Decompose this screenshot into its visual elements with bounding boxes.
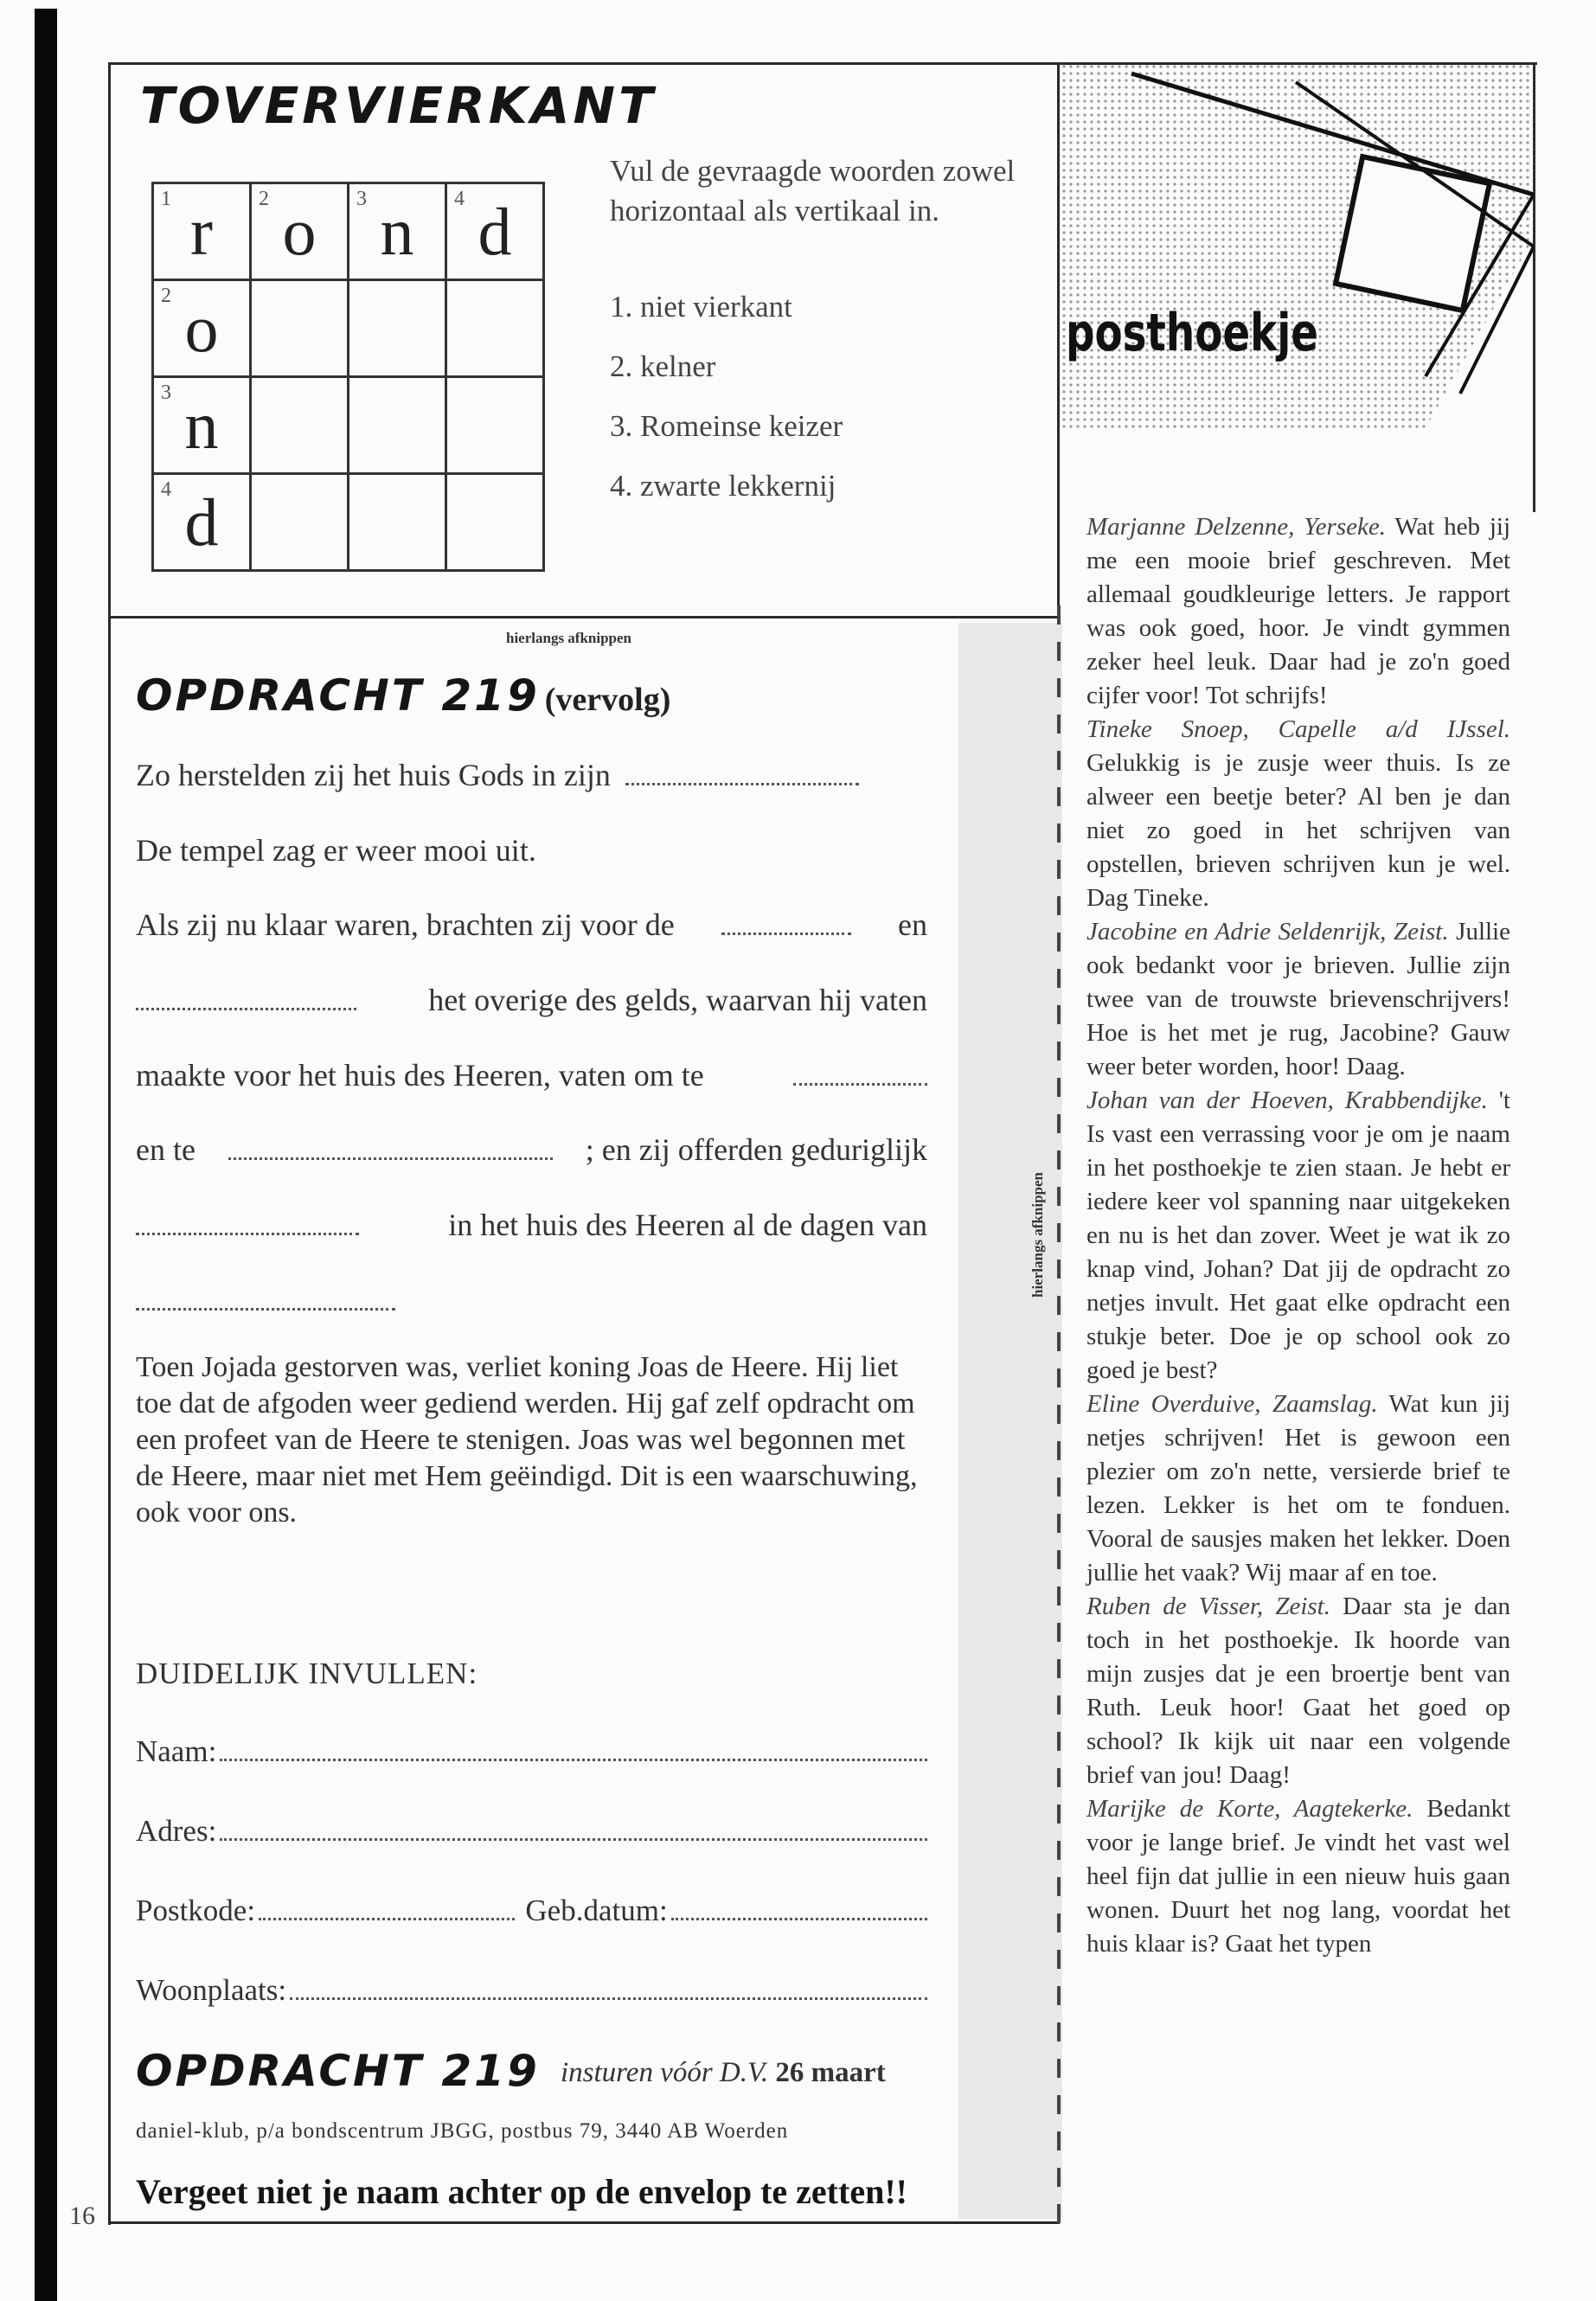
grid-cell[interactable]: 2 o — [251, 183, 349, 280]
grid-cell[interactable] — [251, 377, 349, 474]
opdracht-footer-title: OPDRACHT 219 — [136, 2046, 540, 2096]
grid-cell[interactable]: 2 o — [153, 280, 251, 377]
clue-item: 1. niet vierkant — [610, 290, 792, 324]
fill-line-2: De tempel zag er weer mooi uit. — [136, 833, 536, 868]
postkode-geb-field[interactable]: Postkode: Geb.datum: — [136, 1894, 927, 1928]
grid-cell[interactable] — [446, 280, 544, 377]
reminder: Vergeet niet je naam achter op de envelop te zetten!! — [136, 2172, 907, 2211]
grid-cell[interactable] — [349, 280, 446, 377]
page-spine — [35, 9, 57, 2301]
frame-left — [108, 62, 111, 2225]
fill-line-4: het overige des gelds, waarvan hij vaten — [136, 982, 927, 1018]
fill-line-8 — [136, 1282, 927, 1318]
puzzle-instruction: Vul de gevraagde woorden zowel horizontaal als vertikaal in. — [610, 154, 1016, 228]
grid-cell[interactable] — [251, 280, 349, 377]
fill-line-6: en te ; en zij offerden geduriglijk — [136, 1132, 927, 1167]
letter-reply: Jacobine en Adrie Seldenrijk, Zeist. Jullie ook bedankt voor je brieven. Jullie zijn twee van de trouwste brievenschrijvers! Hoe is het met je rug, Jacobine? Gauw weer beter worden, hoor! Daag. — [1086, 918, 1510, 1080]
blank-field[interactable] — [136, 1224, 359, 1235]
grid-cell[interactable]: 3 n — [349, 183, 446, 280]
cut-here-label: hierlangs afknippen — [506, 630, 632, 646]
grid-cell[interactable] — [446, 474, 544, 571]
fill-line-7: in het huis des Heeren al de dagen van — [136, 1207, 927, 1243]
blank-field[interactable] — [228, 1149, 553, 1160]
grid-cell[interactable] — [349, 474, 446, 571]
blank-field[interactable] — [136, 1299, 395, 1311]
letter-reply: Marjanne Delzenne, Yerseke. Wat heb jij me een mooie brief geschreven. Met allemaal goudkleurige letters. Je rapport was ook goed, hoor. Je vindt gymmen zeker heel leuk. Daar had je zo'n goed cijfer voor! Tot schrijfs! — [1086, 513, 1511, 709]
posthoekje-decoration — [1062, 65, 1534, 515]
letter-reply: Eline Overduive, Zaamslag. Wat kun jij netjes schrijven! Het is gewoon een plezier om zo'n nette, versierde brief te lezen. Lekker is het om te fonduen. Vooral de sausjes maken het lekker. Doen jullie het vaak? Wij maar af en toe. — [1086, 1390, 1510, 1586]
cut-strip — [958, 623, 1062, 2219]
page-number: 16 — [69, 2202, 95, 2230]
letter-reply: Tineke Snoep, Capelle a/d IJssel. Gelukkig is je zusje weer thuis. Is ze alweer een beetje beter? Al ben je dan niet zo goed in het schrijven van opstellen, brieven schrijven kun je wel. Dag Tineke. — [1086, 715, 1510, 912]
posthoekje-title: posthoekje — [1066, 303, 1319, 363]
grid-cell[interactable] — [446, 377, 544, 474]
letter-reply: Johan van der Hoeven, Krabbendijke. 't Is vast een verrassing voor je om je naam in het posthoekje te zien staan. Je hebt er iedere keer vol spanning naar uitgekeken en nu is het dan zover. Weet je wat ik zo knap vind, Johan? Dat jij de opdracht zo netjes invult. Het gaat elke opdracht een stukje beter. Doe je op school ook zo goed je best? — [1086, 1086, 1510, 1384]
blank-field[interactable] — [721, 924, 851, 935]
frame-divider — [1057, 62, 1060, 616]
letter-reply: Ruben de Visser, Zeist. Daar sta je dan toch in het posthoekje. Ik hoorde van mijn zusjes dat je een broertje bent van Ruth. Leuk hoor! Gaat het goed op school? Ik kijk uit naar een volgende brief van jou! Daag! — [1086, 1593, 1511, 1789]
clue-item: 3. Romeinse keizer — [610, 409, 843, 443]
cut-dashes — [1057, 606, 1061, 2223]
magic-square-grid — [151, 182, 545, 572]
naam-field[interactable]: Naam: — [136, 1734, 927, 1769]
clue-item: 2. kelner — [610, 349, 716, 383]
tovervierkant-title: TOVERVIERKANT — [140, 76, 657, 135]
deadline: insturen vóór D.V. 26 maart — [561, 2057, 886, 2088]
grid-cell[interactable] — [251, 474, 349, 571]
mailing-address: daniel-klub, p/a bondscentrum JBGG, postbus 79, 3440 AB Woerden — [136, 2119, 789, 2143]
blank-field[interactable] — [136, 999, 356, 1010]
grid-cell[interactable]: 4 d — [153, 474, 251, 571]
clue-list — [610, 290, 843, 529]
woonplaats-field[interactable]: Woonplaats: — [136, 1973, 927, 2008]
letter-reply: Marijke de Korte, Aagtekerke. Bedankt voor je lange brief. Je vindt het vast wel heel fijn dat jullie in een nieuw huis gaan wonen. Duurt het nog lang, voordat het huis klaar is? Gaat het typen — [1086, 1795, 1511, 1958]
frame-mid — [108, 616, 1060, 619]
opdracht-heading: OPDRACHT 219 (vervolg) — [136, 670, 671, 721]
blank-field[interactable] — [793, 1074, 927, 1086]
cut-here-label-vertical: hierlangs afknippen — [1029, 1171, 1046, 1298]
blank-field[interactable] — [625, 774, 859, 785]
grid-cell[interactable]: 3 n — [153, 377, 251, 474]
grid-cell[interactable] — [349, 377, 446, 474]
grid-cell[interactable]: 4 d — [446, 183, 544, 280]
frame-bottom — [108, 2221, 1060, 2224]
adres-field[interactable]: Adres: — [136, 1814, 927, 1849]
fill-line-3: Als zij nu klaar waren, brachten zij voor de en — [136, 907, 927, 942]
posthoekje-letters — [1086, 510, 1510, 1961]
story-paragraph: Toen Jojada gestorven was, verliet koning Joas de Heere. Hij liet toe dat de afgoden weer gediend werden. Hij gaf zelf opdracht om een profeet van de Heere te stenigen. Joas was wel begonnen met de Heere, maar niet met Hem geëindigd. Dit is een waarschuwing, ook voor ons. — [136, 1351, 918, 1529]
fill-line-5: maakte voor het huis des Heeren, vaten om te — [136, 1057, 927, 1093]
clue-item: 4. zwarte lekkernij — [610, 469, 836, 503]
fill-line-1: Zo herstelden zij het huis Gods in zijn — [136, 757, 927, 793]
grid-cell[interactable]: 1 r — [153, 183, 251, 280]
form-title: DUIDELIJK INVULLEN: — [136, 1657, 478, 1690]
